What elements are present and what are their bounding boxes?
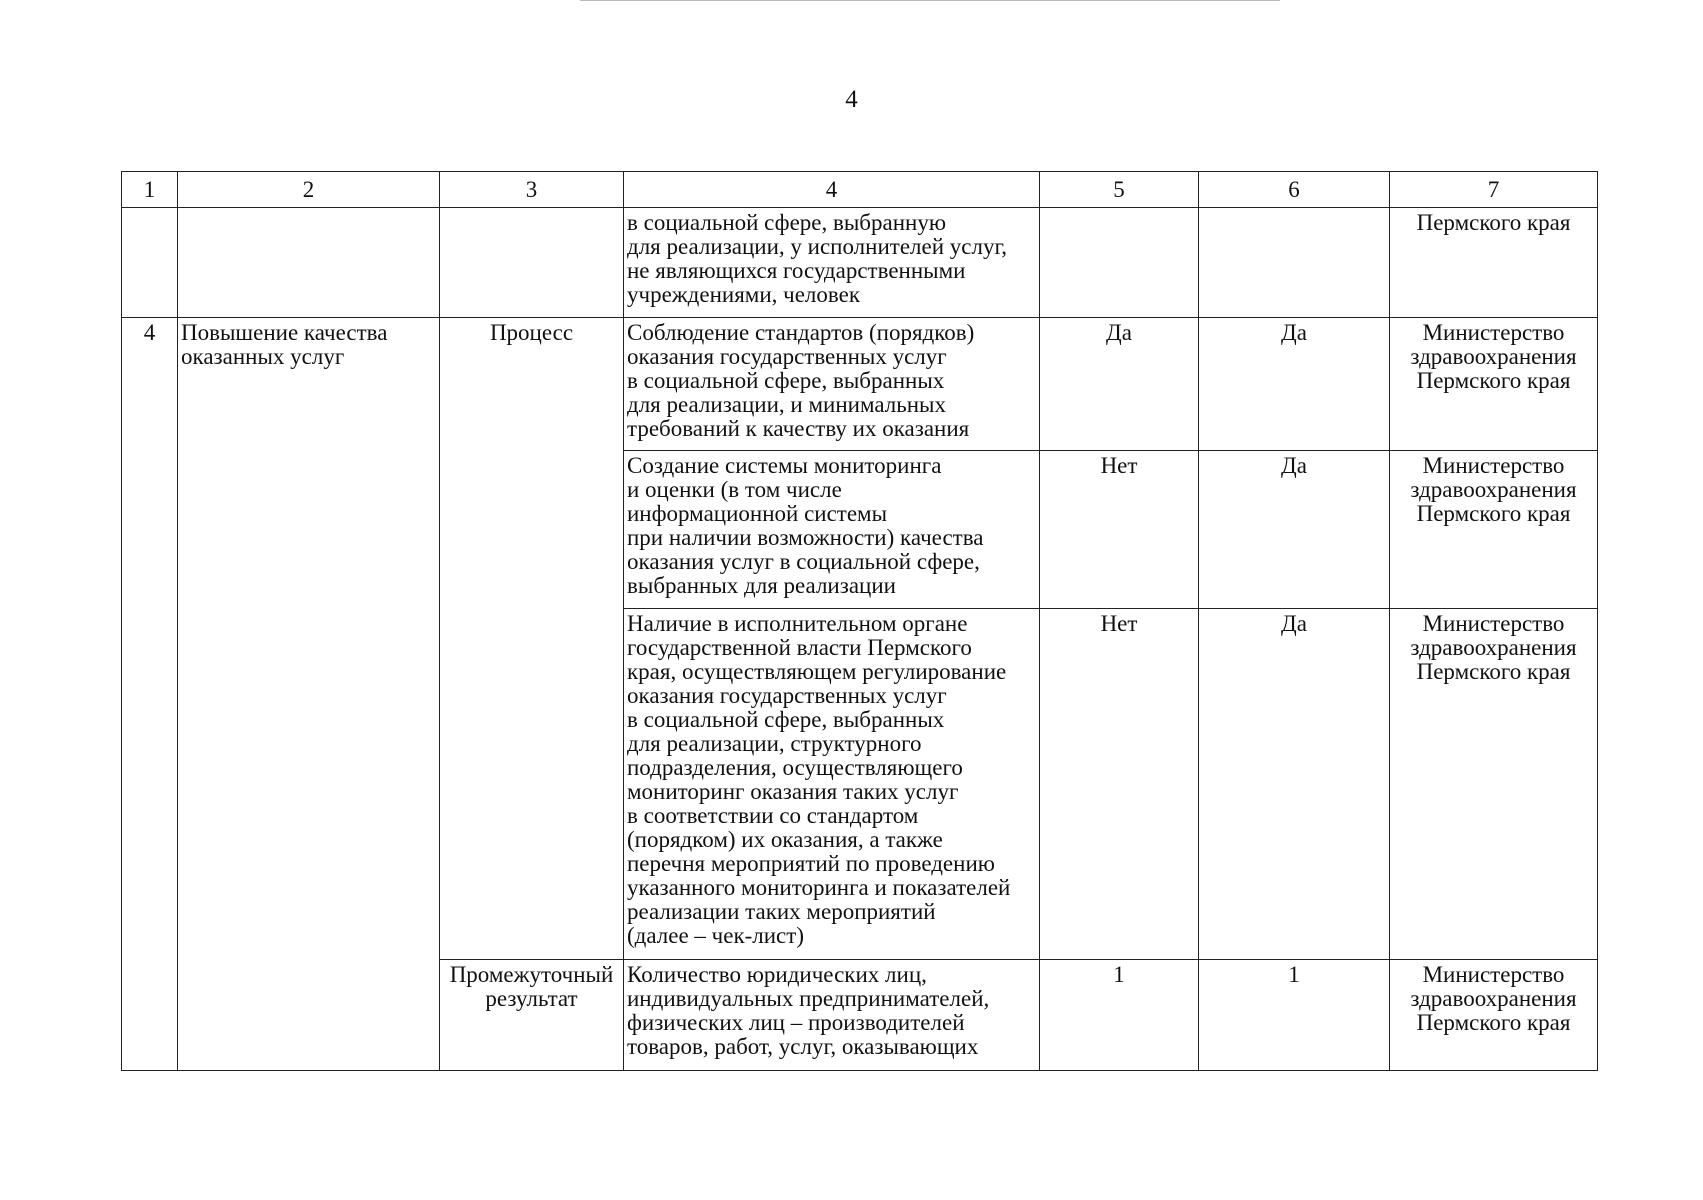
header-cell: 6 (1199, 172, 1390, 208)
header-cell: 1 (122, 172, 178, 208)
responsible-cell: Министерство здравоохранения Пермского края (1390, 960, 1598, 1071)
header-row (122, 172, 1598, 208)
header-cell: 5 (1040, 172, 1199, 208)
indicator-cell: Наличие в исполнительном органе государственной власти Пермского края, осуществляющем регулирование оказания государственных услуг в социальной сфере, выбранных для реализации, структурного подразделения, осуществляющего мониторинг оказания таких услуг в соответствии со стандартом (порядком) их оказания, а также перечня мероприятий по проведению указанного мониторинга и показателей реализации таких мероприятий (далее – чек-лист) (624, 609, 1040, 960)
responsible-cell: Пермского края (1390, 208, 1598, 318)
value-cell: Да (1199, 318, 1390, 451)
table-row (122, 318, 1598, 451)
header-cell: 7 (1390, 172, 1598, 208)
goal-cell: Повышение качества оказанных услуг (178, 318, 440, 1071)
table-cell (1040, 208, 1199, 318)
value-cell: 1 (1040, 960, 1199, 1071)
responsible-cell: Министерство здравоохранения Пермского края (1390, 318, 1598, 451)
table-cell (122, 208, 178, 318)
indicator-cell: Создание системы мониторинга и оценки (в том числе информационной системы при наличии возможности) качества оказания услуг в социальной сфере, выбранных для реализации (624, 451, 1040, 609)
scan-edge-line (580, 0, 1280, 1)
header-cell: 4 (624, 172, 1040, 208)
indicator-cell: в социальной сфере, выбранную для реализации, у исполнителей услуг, не являющихся государственными учреждениями, человек (624, 208, 1040, 318)
page-number: 4 (845, 86, 858, 113)
table-row (122, 208, 1598, 318)
responsible-cell: Министерство здравоохранения Пермского края (1390, 451, 1598, 609)
value-cell: Нет (1040, 609, 1199, 960)
indicator-cell: Количество юридических лиц, индивидуальных предпринимателей, физических лиц – производителей товаров, работ, услуг, оказывающих (624, 960, 1040, 1071)
table-cell (440, 208, 624, 318)
responsible-cell: Министерство здравоохранения Пермского края (1390, 609, 1598, 960)
value-cell: Да (1199, 451, 1390, 609)
table-cell (178, 208, 440, 318)
value-cell: Нет (1040, 451, 1199, 609)
indicator-cell: Соблюдение стандартов (порядков) оказания государственных услуг в социальной сфере, выбранных для реализации, и минимальных требований к качеству их оказания (624, 318, 1040, 451)
table-cell (1199, 208, 1390, 318)
indicators-table (121, 171, 1598, 1071)
header-cell: 3 (440, 172, 624, 208)
row-number-cell: 4 (122, 318, 178, 1071)
indicator-type-cell: Процесс (440, 318, 624, 960)
value-cell: 1 (1199, 960, 1390, 1071)
header-cell: 2 (178, 172, 440, 208)
value-cell: Да (1199, 609, 1390, 960)
value-cell: Да (1040, 318, 1199, 451)
indicator-type-cell: Промежуточный результат (440, 960, 624, 1071)
